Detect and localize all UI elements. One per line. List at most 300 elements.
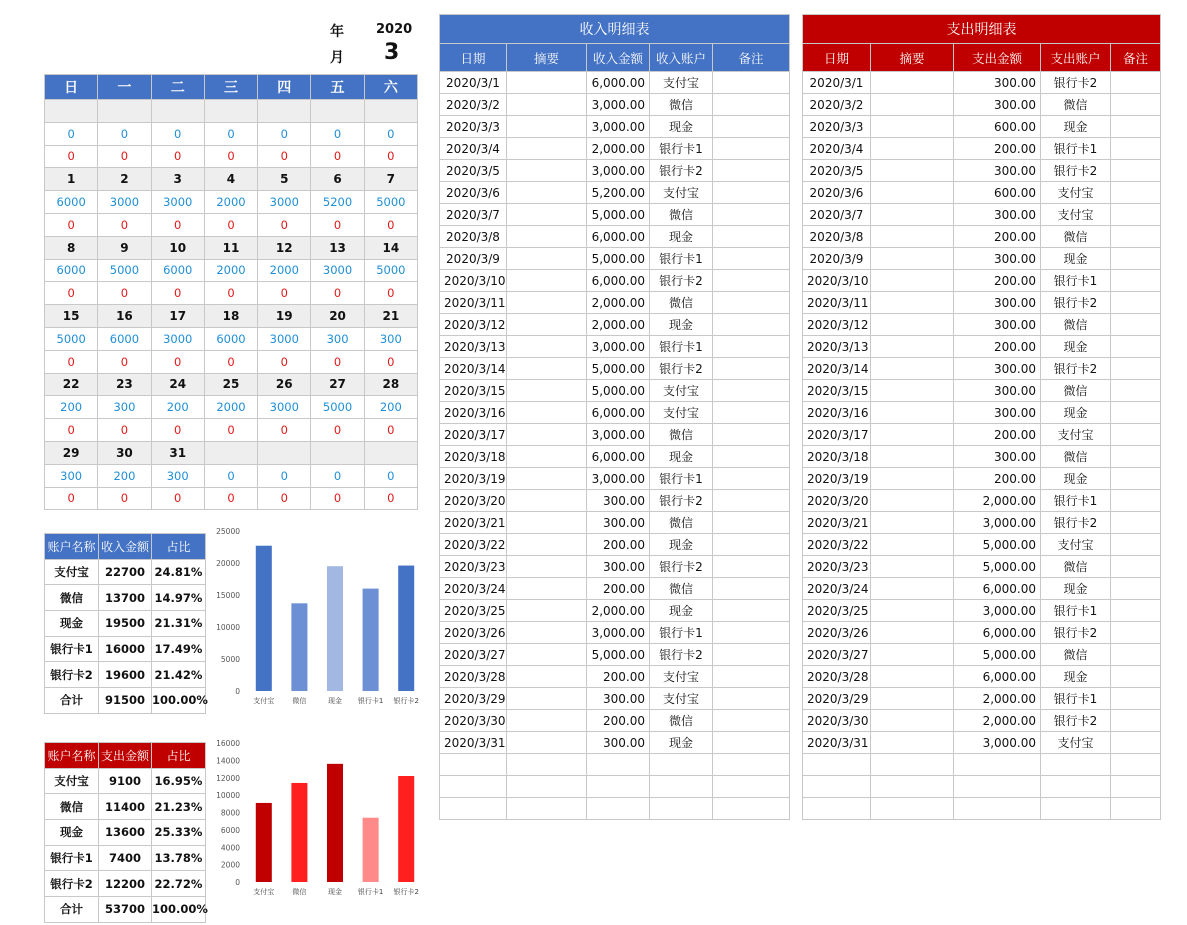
income-detail-cell[interactable]	[507, 688, 587, 710]
calendar-income-cell[interactable]: 300	[98, 396, 151, 419]
expense-detail-cell[interactable]	[871, 534, 954, 556]
income-detail-cell[interactable]: 微信	[650, 710, 713, 732]
calendar-date-cell[interactable]: 19	[258, 305, 311, 328]
calendar-income-cell[interactable]: 5000	[364, 259, 417, 282]
income-detail-cell[interactable]: 6,000.00	[587, 226, 650, 248]
expense-detail-cell[interactable]	[803, 798, 871, 820]
income-detail-cell[interactable]	[713, 798, 790, 820]
income-detail-cell[interactable]: 6,000.00	[587, 72, 650, 94]
income-detail-cell[interactable]	[650, 754, 713, 776]
income-detail-cell[interactable]: 2020/3/29	[440, 688, 507, 710]
expense-detail-cell[interactable]	[1111, 248, 1161, 270]
expense-detail-cell[interactable]: 300.00	[954, 94, 1041, 116]
expense-detail-cell[interactable]	[1111, 204, 1161, 226]
expense-detail-cell[interactable]: 微信	[1041, 644, 1111, 666]
calendar-income-cell[interactable]: 3000	[311, 259, 364, 282]
calendar-income-cell[interactable]: 3000	[98, 191, 151, 214]
expense-detail-cell[interactable]: 现金	[1041, 402, 1111, 424]
income-detail-cell[interactable]: 银行卡2	[650, 556, 713, 578]
expense-detail-cell[interactable]: 600.00	[954, 182, 1041, 204]
expense-detail-cell[interactable]: 200.00	[954, 226, 1041, 248]
income-detail-cell[interactable]	[713, 182, 790, 204]
income-detail-cell[interactable]	[507, 270, 587, 292]
expense-detail-cell[interactable]	[1111, 490, 1161, 512]
income-detail-cell[interactable]: 银行卡1	[650, 248, 713, 270]
income-detail-cell[interactable]: 现金	[650, 314, 713, 336]
income-detail-cell[interactable]: 微信	[650, 94, 713, 116]
calendar-income-cell[interactable]: 3000	[151, 191, 204, 214]
income-detail-cell[interactable]	[713, 270, 790, 292]
expense-detail-cell[interactable]	[871, 600, 954, 622]
calendar-expense-cell[interactable]: 0	[364, 213, 417, 236]
expense-detail-cell[interactable]: 银行卡2	[1041, 72, 1111, 94]
expense-detail-cell[interactable]: 微信	[1041, 94, 1111, 116]
income-detail-cell[interactable]: 2020/3/23	[440, 556, 507, 578]
income-detail-cell[interactable]	[507, 226, 587, 248]
income-detail-cell[interactable]	[713, 160, 790, 182]
expense-detail-cell[interactable]	[1111, 622, 1161, 644]
calendar-income-cell[interactable]: 0	[258, 122, 311, 145]
expense-detail-cell[interactable]	[1111, 578, 1161, 600]
income-detail-cell[interactable]: 微信	[650, 424, 713, 446]
expense-detail-cell[interactable]: 2020/3/29	[803, 688, 871, 710]
calendar-date-cell[interactable]: 11	[204, 236, 257, 259]
income-detail-cell[interactable]: 2020/3/4	[440, 138, 507, 160]
calendar-expense-cell[interactable]: 0	[311, 350, 364, 373]
expense-detail-cell[interactable]	[1041, 776, 1111, 798]
income-detail-cell[interactable]: 300.00	[587, 688, 650, 710]
income-detail-cell[interactable]: 现金	[650, 446, 713, 468]
expense-detail-cell[interactable]	[871, 138, 954, 160]
income-detail-cell[interactable]	[507, 622, 587, 644]
income-detail-cell[interactable]: 2020/3/9	[440, 248, 507, 270]
calendar-expense-cell[interactable]: 0	[258, 282, 311, 305]
expense-detail-cell[interactable]	[1111, 798, 1161, 820]
expense-detail-cell[interactable]: 银行卡1	[1041, 688, 1111, 710]
expense-detail-cell[interactable]: 2020/3/26	[803, 622, 871, 644]
income-detail-cell[interactable]	[507, 160, 587, 182]
expense-detail-cell[interactable]	[871, 578, 954, 600]
income-detail-cell[interactable]: 支付宝	[650, 380, 713, 402]
expense-detail-cell[interactable]	[1111, 116, 1161, 138]
expense-detail-cell[interactable]: 2020/3/7	[803, 204, 871, 226]
expense-detail-cell[interactable]	[871, 226, 954, 248]
income-detail-cell[interactable]	[713, 666, 790, 688]
calendar-income-cell[interactable]: 2000	[204, 191, 257, 214]
expense-detail-cell[interactable]: 2,000.00	[954, 710, 1041, 732]
expense-detail-cell[interactable]	[1111, 72, 1161, 94]
expense-detail-cell[interactable]	[1111, 776, 1161, 798]
income-detail-cell[interactable]	[507, 644, 587, 666]
calendar-income-cell[interactable]: 2000	[204, 396, 257, 419]
income-detail-cell[interactable]	[507, 72, 587, 94]
calendar-expense-cell[interactable]: 0	[98, 419, 151, 442]
income-detail-cell[interactable]: 2020/3/25	[440, 600, 507, 622]
expense-detail-cell[interactable]: 300.00	[954, 292, 1041, 314]
income-detail-cell[interactable]: 2020/3/22	[440, 534, 507, 556]
income-detail-cell[interactable]	[713, 116, 790, 138]
expense-detail-cell[interactable]	[1111, 226, 1161, 248]
income-detail-cell[interactable]: 2020/3/30	[440, 710, 507, 732]
expense-detail-cell[interactable]: 银行卡2	[1041, 710, 1111, 732]
calendar-expense-cell[interactable]: 0	[45, 487, 98, 510]
calendar-income-cell[interactable]: 5000	[311, 396, 364, 419]
income-detail-cell[interactable]: 现金	[650, 116, 713, 138]
income-detail-cell[interactable]: 2020/3/14	[440, 358, 507, 380]
income-detail-cell[interactable]	[650, 798, 713, 820]
expense-detail-cell[interactable]: 2020/3/18	[803, 446, 871, 468]
expense-detail-cell[interactable]: 200.00	[954, 468, 1041, 490]
expense-detail-cell[interactable]	[871, 336, 954, 358]
expense-detail-cell[interactable]	[871, 776, 954, 798]
income-detail-cell[interactable]	[507, 556, 587, 578]
calendar-date-cell[interactable]	[204, 100, 257, 123]
income-detail-cell[interactable]: 银行卡1	[650, 138, 713, 160]
income-detail-cell[interactable]	[713, 380, 790, 402]
expense-detail-cell[interactable]: 支付宝	[1041, 732, 1111, 754]
income-detail-cell[interactable]: 3,000.00	[587, 116, 650, 138]
expense-detail-cell[interactable]	[1111, 600, 1161, 622]
calendar-date-cell[interactable]	[204, 441, 257, 464]
calendar-expense-cell[interactable]: 0	[364, 419, 417, 442]
expense-detail-cell[interactable]: 银行卡1	[1041, 138, 1111, 160]
expense-detail-cell[interactable]: 3,000.00	[954, 512, 1041, 534]
expense-detail-cell[interactable]: 2020/3/17	[803, 424, 871, 446]
calendar-income-cell[interactable]: 200	[45, 396, 98, 419]
income-detail-cell[interactable]	[507, 336, 587, 358]
calendar-income-cell[interactable]: 0	[98, 122, 151, 145]
calendar-expense-cell[interactable]: 0	[98, 487, 151, 510]
income-detail-cell[interactable]: 银行卡2	[650, 270, 713, 292]
calendar-income-cell[interactable]: 0	[311, 464, 364, 487]
income-detail-cell[interactable]: 2020/3/11	[440, 292, 507, 314]
calendar-income-cell[interactable]: 0	[258, 464, 311, 487]
expense-detail-cell[interactable]: 2020/3/8	[803, 226, 871, 248]
expense-detail-cell[interactable]: 2020/3/23	[803, 556, 871, 578]
income-detail-cell[interactable]: 200.00	[587, 710, 650, 732]
income-detail-cell[interactable]	[713, 776, 790, 798]
expense-detail-cell[interactable]: 2020/3/5	[803, 160, 871, 182]
calendar-expense-cell[interactable]: 0	[364, 487, 417, 510]
income-detail-cell[interactable]	[507, 248, 587, 270]
calendar-date-cell[interactable]: 31	[151, 441, 204, 464]
expense-detail-cell[interactable]	[954, 798, 1041, 820]
income-detail-cell[interactable]: 现金	[650, 226, 713, 248]
expense-detail-cell[interactable]	[803, 754, 871, 776]
expense-detail-cell[interactable]: 2020/3/15	[803, 380, 871, 402]
calendar-date-cell[interactable]: 12	[258, 236, 311, 259]
calendar-expense-cell[interactable]: 0	[364, 145, 417, 168]
income-detail-cell[interactable]: 支付宝	[650, 72, 713, 94]
calendar-date-cell[interactable]: 30	[98, 441, 151, 464]
expense-detail-cell[interactable]	[871, 424, 954, 446]
expense-detail-cell[interactable]	[1041, 754, 1111, 776]
expense-detail-cell[interactable]: 6,000.00	[954, 578, 1041, 600]
calendar-expense-cell[interactable]: 0	[151, 145, 204, 168]
calendar-date-cell[interactable]: 14	[364, 236, 417, 259]
income-detail-cell[interactable]: 2,000.00	[587, 138, 650, 160]
calendar-income-cell[interactable]: 3000	[258, 396, 311, 419]
expense-detail-cell[interactable]: 银行卡2	[1041, 160, 1111, 182]
income-detail-cell[interactable]: 3,000.00	[587, 160, 650, 182]
calendar-expense-cell[interactable]: 0	[45, 213, 98, 236]
calendar-income-cell[interactable]: 3000	[151, 327, 204, 350]
income-detail-cell[interactable]: 2020/3/5	[440, 160, 507, 182]
income-detail-cell[interactable]: 200.00	[587, 666, 650, 688]
calendar-income-cell[interactable]: 2000	[258, 259, 311, 282]
income-detail-cell[interactable]	[713, 336, 790, 358]
expense-detail-cell[interactable]: 5,000.00	[954, 644, 1041, 666]
calendar-income-cell[interactable]: 3000	[258, 191, 311, 214]
calendar-date-cell[interactable]: 24	[151, 373, 204, 396]
expense-detail-cell[interactable]: 支付宝	[1041, 204, 1111, 226]
expense-detail-cell[interactable]: 2020/3/4	[803, 138, 871, 160]
expense-detail-cell[interactable]	[871, 402, 954, 424]
income-detail-cell[interactable]	[713, 204, 790, 226]
income-detail-cell[interactable]	[507, 116, 587, 138]
calendar-expense-cell[interactable]: 0	[151, 282, 204, 305]
expense-detail-cell[interactable]	[871, 732, 954, 754]
calendar-expense-cell[interactable]: 0	[258, 213, 311, 236]
calendar-date-cell[interactable]: 3	[151, 168, 204, 191]
income-detail-cell[interactable]: 2020/3/10	[440, 270, 507, 292]
calendar-income-cell[interactable]: 200	[364, 396, 417, 419]
calendar-expense-cell[interactable]: 0	[204, 419, 257, 442]
income-detail-cell[interactable]: 现金	[650, 732, 713, 754]
income-detail-cell[interactable]	[713, 732, 790, 754]
calendar-expense-cell[interactable]: 0	[151, 419, 204, 442]
income-detail-cell[interactable]	[507, 402, 587, 424]
expense-detail-cell[interactable]	[871, 512, 954, 534]
income-detail-cell[interactable]: 2020/3/26	[440, 622, 507, 644]
calendar-date-cell[interactable]: 13	[311, 236, 364, 259]
calendar-date-cell[interactable]: 17	[151, 305, 204, 328]
expense-detail-cell[interactable]	[871, 622, 954, 644]
income-detail-cell[interactable]: 2020/3/8	[440, 226, 507, 248]
income-detail-cell[interactable]: 2020/3/12	[440, 314, 507, 336]
calendar-income-cell[interactable]: 0	[45, 122, 98, 145]
calendar-expense-cell[interactable]: 0	[258, 145, 311, 168]
calendar-date-cell[interactable]: 15	[45, 305, 98, 328]
expense-detail-cell[interactable]: 银行卡1	[1041, 490, 1111, 512]
expense-detail-cell[interactable]: 3,000.00	[954, 600, 1041, 622]
calendar-expense-cell[interactable]: 0	[45, 145, 98, 168]
income-detail-cell[interactable]	[587, 776, 650, 798]
income-detail-cell[interactable]	[713, 512, 790, 534]
calendar-date-cell[interactable]	[364, 441, 417, 464]
income-detail-cell[interactable]	[713, 710, 790, 732]
expense-detail-cell[interactable]: 银行卡2	[1041, 512, 1111, 534]
expense-detail-cell[interactable]	[871, 490, 954, 512]
income-detail-cell[interactable]	[440, 754, 507, 776]
expense-detail-cell[interactable]	[871, 688, 954, 710]
expense-detail-cell[interactable]: 2020/3/6	[803, 182, 871, 204]
income-detail-cell[interactable]	[440, 798, 507, 820]
expense-detail-cell[interactable]	[1111, 424, 1161, 446]
income-detail-cell[interactable]: 微信	[650, 204, 713, 226]
income-detail-cell[interactable]	[507, 534, 587, 556]
calendar-income-cell[interactable]: 3000	[258, 327, 311, 350]
expense-detail-cell[interactable]	[1111, 556, 1161, 578]
expense-detail-cell[interactable]	[1111, 512, 1161, 534]
calendar-date-cell[interactable]: 29	[45, 441, 98, 464]
calendar-income-cell[interactable]: 5000	[45, 327, 98, 350]
expense-detail-cell[interactable]	[1111, 270, 1161, 292]
month-value[interactable]: 3	[384, 40, 400, 65]
calendar-income-cell[interactable]: 6000	[151, 259, 204, 282]
expense-detail-cell[interactable]: 2020/3/27	[803, 644, 871, 666]
income-detail-cell[interactable]	[713, 468, 790, 490]
expense-detail-cell[interactable]: 现金	[1041, 336, 1111, 358]
expense-detail-cell[interactable]: 5,000.00	[954, 534, 1041, 556]
calendar-expense-cell[interactable]: 0	[98, 350, 151, 373]
income-detail-cell[interactable]: 5,000.00	[587, 644, 650, 666]
calendar-date-cell[interactable]	[311, 100, 364, 123]
income-detail-cell[interactable]	[713, 314, 790, 336]
calendar-expense-cell[interactable]: 0	[204, 487, 257, 510]
calendar-income-cell[interactable]: 0	[151, 122, 204, 145]
calendar-date-cell[interactable]: 25	[204, 373, 257, 396]
expense-detail-cell[interactable]	[871, 160, 954, 182]
income-detail-cell[interactable]: 现金	[650, 600, 713, 622]
expense-detail-cell[interactable]: 现金	[1041, 666, 1111, 688]
income-detail-cell[interactable]: 微信	[650, 512, 713, 534]
income-detail-cell[interactable]	[507, 754, 587, 776]
expense-detail-cell[interactable]: 支付宝	[1041, 424, 1111, 446]
calendar-income-cell[interactable]: 200	[151, 396, 204, 419]
calendar-expense-cell[interactable]: 0	[311, 145, 364, 168]
calendar-date-cell[interactable]	[258, 100, 311, 123]
income-detail-cell[interactable]	[507, 380, 587, 402]
calendar-income-cell[interactable]: 6000	[204, 327, 257, 350]
calendar-income-cell[interactable]: 0	[204, 122, 257, 145]
income-detail-cell[interactable]: 200.00	[587, 578, 650, 600]
calendar-date-cell[interactable]: 9	[98, 236, 151, 259]
calendar-date-cell[interactable]: 21	[364, 305, 417, 328]
income-detail-cell[interactable]	[507, 94, 587, 116]
expense-detail-cell[interactable]: 银行卡2	[1041, 292, 1111, 314]
expense-detail-cell[interactable]: 2020/3/25	[803, 600, 871, 622]
expense-detail-cell[interactable]	[871, 94, 954, 116]
income-detail-cell[interactable]: 微信	[650, 578, 713, 600]
income-detail-cell[interactable]: 3,000.00	[587, 622, 650, 644]
expense-detail-cell[interactable]: 2020/3/30	[803, 710, 871, 732]
income-detail-cell[interactable]	[713, 94, 790, 116]
calendar-expense-cell[interactable]: 0	[204, 350, 257, 373]
calendar-date-cell[interactable]: 10	[151, 236, 204, 259]
expense-detail-cell[interactable]	[1111, 314, 1161, 336]
expense-detail-cell[interactable]	[1111, 666, 1161, 688]
income-detail-cell[interactable]: 300.00	[587, 490, 650, 512]
expense-detail-cell[interactable]: 银行卡2	[1041, 622, 1111, 644]
income-detail-cell[interactable]: 2,000.00	[587, 292, 650, 314]
income-detail-cell[interactable]	[507, 490, 587, 512]
income-detail-cell[interactable]: 2020/3/3	[440, 116, 507, 138]
income-detail-cell[interactable]: 2020/3/17	[440, 424, 507, 446]
income-detail-cell[interactable]: 2020/3/2	[440, 94, 507, 116]
expense-detail-cell[interactable]: 支付宝	[1041, 534, 1111, 556]
calendar-date-cell[interactable]: 2	[98, 168, 151, 191]
expense-detail-cell[interactable]: 300.00	[954, 402, 1041, 424]
calendar-expense-cell[interactable]: 0	[364, 282, 417, 305]
calendar-expense-cell[interactable]: 0	[98, 145, 151, 168]
year-value[interactable]: 2020	[376, 22, 413, 37]
income-detail-cell[interactable]	[507, 578, 587, 600]
income-detail-cell[interactable]: 2020/3/1	[440, 72, 507, 94]
expense-detail-cell[interactable]	[1111, 754, 1161, 776]
expense-detail-cell[interactable]	[1111, 688, 1161, 710]
expense-detail-cell[interactable]	[871, 358, 954, 380]
income-detail-cell[interactable]: 6,000.00	[587, 446, 650, 468]
income-detail-cell[interactable]: 2020/3/27	[440, 644, 507, 666]
calendar-income-cell[interactable]: 6000	[45, 259, 98, 282]
income-detail-cell[interactable]	[507, 138, 587, 160]
income-detail-cell[interactable]: 2020/3/31	[440, 732, 507, 754]
income-detail-cell[interactable]: 2020/3/28	[440, 666, 507, 688]
calendar-income-cell[interactable]: 300	[364, 327, 417, 350]
calendar-date-cell[interactable]: 7	[364, 168, 417, 191]
calendar-date-cell[interactable]	[311, 441, 364, 464]
expense-detail-cell[interactable]: 5,000.00	[954, 556, 1041, 578]
calendar-expense-cell[interactable]: 0	[364, 350, 417, 373]
expense-detail-cell[interactable]	[871, 314, 954, 336]
calendar-expense-cell[interactable]: 0	[151, 350, 204, 373]
expense-detail-cell[interactable]: 2020/3/1	[803, 72, 871, 94]
income-detail-cell[interactable]: 5,000.00	[587, 380, 650, 402]
income-detail-cell[interactable]	[713, 72, 790, 94]
calendar-expense-cell[interactable]: 0	[204, 213, 257, 236]
expense-detail-cell[interactable]	[1111, 94, 1161, 116]
expense-detail-cell[interactable]: 300.00	[954, 380, 1041, 402]
expense-detail-cell[interactable]: 2020/3/16	[803, 402, 871, 424]
expense-detail-cell[interactable]: 2020/3/22	[803, 534, 871, 556]
income-detail-cell[interactable]	[713, 534, 790, 556]
income-detail-cell[interactable]: 6,000.00	[587, 270, 650, 292]
expense-detail-cell[interactable]	[1041, 798, 1111, 820]
expense-detail-cell[interactable]	[1111, 534, 1161, 556]
income-detail-cell[interactable]	[713, 446, 790, 468]
expense-detail-cell[interactable]	[871, 754, 954, 776]
income-detail-cell[interactable]: 银行卡2	[650, 160, 713, 182]
expense-detail-cell[interactable]: 2020/3/11	[803, 292, 871, 314]
expense-detail-cell[interactable]	[871, 380, 954, 402]
income-detail-cell[interactable]	[507, 798, 587, 820]
income-detail-cell[interactable]	[507, 710, 587, 732]
income-detail-cell[interactable]	[507, 292, 587, 314]
calendar-expense-cell[interactable]: 0	[45, 282, 98, 305]
calendar-date-cell[interactable]: 8	[45, 236, 98, 259]
income-detail-cell[interactable]: 银行卡1	[650, 622, 713, 644]
expense-detail-cell[interactable]: 6,000.00	[954, 622, 1041, 644]
calendar-expense-cell[interactable]: 0	[45, 419, 98, 442]
expense-detail-cell[interactable]: 2020/3/20	[803, 490, 871, 512]
calendar-date-cell[interactable]: 22	[45, 373, 98, 396]
calendar-date-cell[interactable]: 23	[98, 373, 151, 396]
income-detail-cell[interactable]: 6,000.00	[587, 402, 650, 424]
expense-detail-cell[interactable]	[871, 556, 954, 578]
calendar-income-cell[interactable]: 0	[364, 122, 417, 145]
calendar-expense-cell[interactable]: 0	[258, 487, 311, 510]
income-detail-cell[interactable]	[713, 688, 790, 710]
expense-detail-cell[interactable]: 2020/3/13	[803, 336, 871, 358]
expense-detail-cell[interactable]: 300.00	[954, 248, 1041, 270]
expense-detail-cell[interactable]: 支付宝	[1041, 182, 1111, 204]
expense-detail-cell[interactable]	[871, 446, 954, 468]
income-detail-cell[interactable]	[440, 776, 507, 798]
calendar-date-cell[interactable]	[364, 100, 417, 123]
income-detail-cell[interactable]: 银行卡1	[650, 336, 713, 358]
income-detail-cell[interactable]	[507, 666, 587, 688]
